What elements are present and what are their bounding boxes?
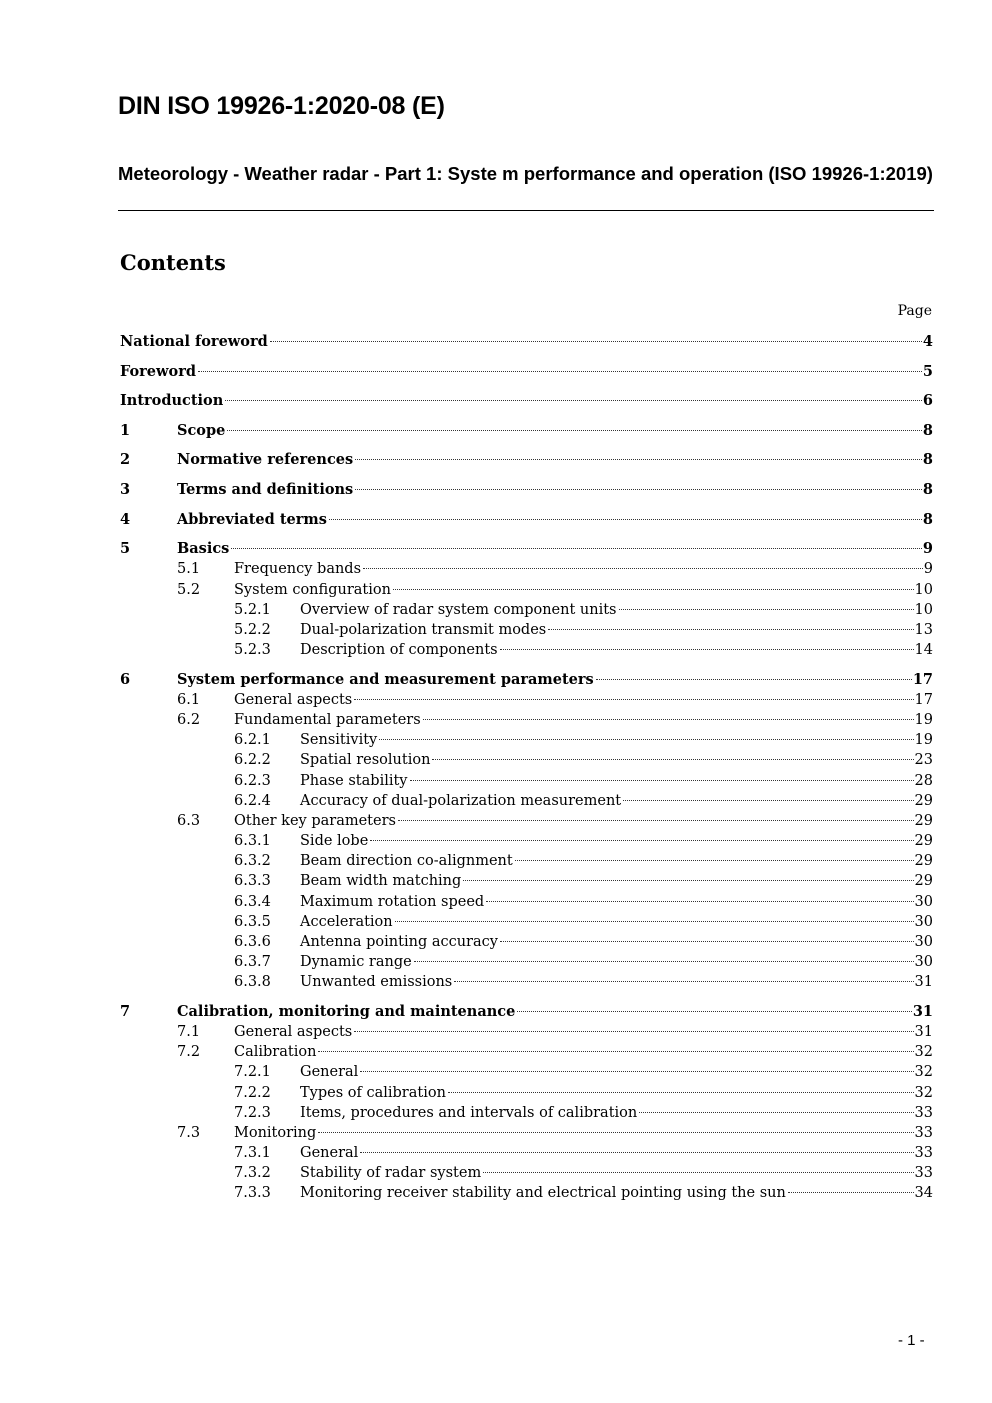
toc-entry-page: 33 — [914, 1125, 933, 1141]
toc-entry-number: 6.3.3 — [234, 873, 271, 889]
toc-entry-page: 29 — [914, 793, 933, 809]
toc-entry-title: Beam width matching — [300, 873, 462, 889]
toc-entry-page: 6 — [922, 392, 933, 409]
toc-entry-number: 6.2.4 — [234, 793, 271, 809]
toc-entry[interactable] — [120, 791, 933, 811]
toc-entry-title: Side lobe — [300, 833, 369, 849]
toc-leader-dots — [198, 371, 922, 372]
toc-leader-dots — [354, 699, 913, 700]
toc-leader-dots — [398, 820, 914, 821]
toc-entry[interactable] — [120, 362, 933, 382]
toc-entry[interactable] — [120, 771, 933, 791]
toc-entry[interactable] — [120, 831, 933, 851]
toc-leader-dots — [329, 519, 922, 520]
contents-heading: Contents — [120, 250, 226, 275]
toc-entry-title: Maximum rotation speed — [300, 894, 485, 910]
toc-entry-number: 7.2 — [177, 1044, 201, 1060]
toc-entry[interactable] — [120, 559, 933, 579]
toc-entry-page: 4 — [922, 333, 933, 350]
toc-entry-number: 1 — [120, 422, 131, 439]
toc-entry-page: 8 — [922, 511, 933, 528]
toc-leader-dots — [500, 941, 914, 942]
toc-leader-dots — [432, 759, 913, 760]
toc-entry[interactable] — [120, 391, 933, 411]
toc-entry-number: 6 — [120, 671, 131, 688]
toc-entry-page: 33 — [914, 1145, 933, 1161]
toc-entry[interactable] — [120, 1042, 933, 1062]
toc-leader-dots — [619, 609, 914, 610]
toc-entry-number: 6.3.4 — [234, 894, 271, 910]
toc-entry-title: Items, procedures and intervals of calibration — [300, 1105, 638, 1121]
toc-entry[interactable] — [120, 690, 933, 710]
toc-entry-number: 6.3.5 — [234, 914, 271, 930]
toc-entry[interactable] — [120, 600, 933, 620]
toc-entry-page: 29 — [914, 853, 933, 869]
toc-entry-number: 7.2.1 — [234, 1064, 271, 1080]
toc-entry-title: Introduction — [120, 392, 224, 409]
toc-leader-dots — [354, 1031, 913, 1032]
toc-entry-page: 8 — [922, 481, 933, 498]
toc-entry[interactable] — [120, 892, 933, 912]
toc-leader-dots — [423, 719, 914, 720]
toc-entry-title: Calibration — [234, 1044, 317, 1060]
toc-entry-title: Overview of radar system component units — [300, 602, 617, 618]
toc-entry-number: 6.2.3 — [234, 773, 271, 789]
toc-entry-page: 19 — [914, 732, 933, 748]
toc-leader-dots — [318, 1132, 913, 1133]
toc-entry-title: General aspects — [234, 692, 353, 708]
toc-entry-page: 14 — [914, 642, 933, 658]
toc-entry-number: 5.2.2 — [234, 622, 271, 638]
document-subtitle: Meteorology - Weather radar - Part 1: Syste m performance and operation (ISO 19926-1:2019) — [118, 163, 933, 184]
toc-entry-number: 6.3.8 — [234, 974, 271, 990]
toc-entry-number: 7.1 — [177, 1024, 201, 1040]
toc-leader-dots — [483, 1172, 913, 1173]
toc-entry[interactable] — [120, 1083, 933, 1103]
toc-leader-dots — [360, 1071, 913, 1072]
toc-leader-dots — [231, 548, 922, 549]
toc-leader-dots — [548, 629, 913, 630]
toc-entry[interactable] — [120, 1103, 933, 1123]
toc-entry-page: 30 — [914, 914, 933, 930]
toc-entry-number: 7.3.1 — [234, 1145, 271, 1161]
toc-entry-page: 13 — [914, 622, 933, 638]
toc-entry[interactable] — [120, 932, 933, 952]
toc-entry-title: Other key parameters — [234, 813, 396, 829]
toc-leader-dots — [486, 901, 913, 902]
toc-entry-title: Terms and definitions — [177, 481, 354, 498]
toc-entry-number: 5.1 — [177, 561, 201, 577]
toc-entry-number: 6.2.1 — [234, 732, 271, 748]
toc-entry-page: 31 — [914, 1024, 933, 1040]
toc-entry[interactable] — [120, 1143, 933, 1163]
toc-leader-dots — [639, 1112, 913, 1113]
toc-leader-dots — [788, 1192, 914, 1193]
toc-entry[interactable] — [120, 580, 933, 600]
toc-entry-number: 6.3 — [177, 813, 201, 829]
toc-entry-page: 32 — [914, 1064, 933, 1080]
toc-entry-title: Calibration, monitoring and maintenance — [177, 1003, 516, 1020]
toc-entry-page: 33 — [914, 1165, 933, 1181]
toc-entry[interactable] — [120, 851, 933, 871]
toc-entry[interactable] — [120, 750, 933, 770]
toc-leader-dots — [318, 1051, 913, 1052]
toc-leader-dots — [623, 800, 913, 801]
toc-entry-page: 8 — [922, 422, 933, 439]
toc-entry[interactable] — [120, 710, 933, 730]
toc-entry-number: 7.3 — [177, 1125, 201, 1141]
toc-entry-page: 19 — [914, 712, 933, 728]
toc-entry[interactable] — [120, 1002, 933, 1022]
toc-entry-page: 33 — [914, 1105, 933, 1121]
toc-leader-dots — [360, 1152, 913, 1153]
toc-leader-dots — [395, 921, 914, 922]
toc-entry-number: 7.2.2 — [234, 1085, 271, 1101]
toc-entry[interactable] — [120, 450, 933, 470]
toc-entry[interactable] — [120, 332, 933, 352]
toc-entry[interactable] — [120, 972, 933, 992]
toc-entry-number: 6.3.6 — [234, 934, 271, 950]
toc-entry-number: 6.1 — [177, 692, 201, 708]
toc-entry-title: Monitoring receiver stability and electrical pointing using the sun — [300, 1185, 786, 1201]
toc-entry[interactable] — [120, 620, 933, 640]
toc-entry-title: Stability of radar system — [300, 1165, 482, 1181]
toc-entry[interactable] — [120, 421, 933, 441]
toc-entry[interactable] — [120, 1022, 933, 1042]
toc-entry[interactable] — [120, 1163, 933, 1183]
toc-entry[interactable] — [120, 811, 933, 831]
toc-entry-page: 9 — [922, 540, 933, 557]
toc-entry-page: 29 — [914, 813, 933, 829]
toc-leader-dots — [448, 1092, 914, 1093]
toc-entry-number: 6.2.2 — [234, 752, 271, 768]
toc-entry-page: 31 — [912, 1003, 933, 1020]
toc-entry[interactable] — [120, 510, 933, 530]
toc-leader-dots — [363, 568, 923, 569]
toc-entry-title: System configuration — [234, 582, 391, 598]
toc-leader-dots — [596, 679, 912, 680]
toc-entry-page: 8 — [922, 451, 933, 468]
toc-entry-title: Foreword — [120, 363, 196, 380]
toc-entry-number: 3 — [120, 481, 131, 498]
toc-entry-title: Phase stability — [300, 773, 408, 789]
toc-entry-title: Frequency bands — [234, 561, 362, 577]
toc-entry-title: Scope — [177, 422, 226, 439]
toc-entry-page: 30 — [914, 934, 933, 950]
toc-entry-title: Abbreviated terms — [177, 511, 327, 528]
toc-entry[interactable] — [120, 871, 933, 891]
toc-entry-page: 28 — [914, 773, 933, 789]
toc-entry-title: Fundamental parameters — [234, 712, 421, 728]
toc-leader-dots — [515, 860, 914, 861]
toc-leader-dots — [370, 840, 913, 841]
toc-entry-number: 7.2.3 — [234, 1105, 271, 1121]
toc-entry-page: 32 — [914, 1044, 933, 1060]
toc-entry[interactable] — [120, 640, 933, 660]
toc-entry-number: 6.3.7 — [234, 954, 271, 970]
toc-leader-dots — [270, 341, 922, 342]
toc-entry-page: 30 — [914, 894, 933, 910]
page-column-label: Page — [897, 303, 932, 319]
toc-leader-dots — [355, 459, 922, 460]
toc-entry-title: Monitoring — [234, 1125, 317, 1141]
toc-entry-title: Types of calibration — [300, 1085, 446, 1101]
toc-entry-number: 2 — [120, 451, 131, 468]
toc-entry-title: Description of components — [300, 642, 498, 658]
document-title: DIN ISO 19926-1:2020-08 (E) — [118, 92, 445, 120]
toc-entry[interactable] — [120, 952, 933, 972]
toc-entry-number: 7 — [120, 1003, 131, 1020]
toc-entry-title: National foreword — [120, 333, 268, 350]
toc-entry-title: Sensitivity — [300, 732, 378, 748]
toc-entry-number: 7.3.2 — [234, 1165, 271, 1181]
toc-leader-dots — [454, 981, 913, 982]
title-rule — [118, 210, 934, 211]
toc-leader-dots — [500, 649, 914, 650]
toc-entry[interactable] — [120, 730, 933, 750]
toc-entry-title: General — [300, 1064, 359, 1080]
toc-entry-page: 31 — [914, 974, 933, 990]
toc-entry-page: 34 — [914, 1185, 933, 1201]
toc-entry-page: 17 — [912, 671, 933, 688]
toc-entry-number: 7.3.3 — [234, 1185, 271, 1201]
toc-entry-page: 23 — [914, 752, 933, 768]
toc-entry-page: 17 — [914, 692, 933, 708]
toc-entry-number: 6.2 — [177, 712, 201, 728]
toc-entry-title: Spatial resolution — [300, 752, 431, 768]
toc-entry-number: 5.2.1 — [234, 602, 271, 618]
toc-leader-dots — [517, 1011, 911, 1012]
toc-entry-number: 5.2 — [177, 582, 201, 598]
toc-entry-page: 30 — [914, 954, 933, 970]
toc-entry-title: General — [300, 1145, 359, 1161]
toc-entry-page: 29 — [914, 873, 933, 889]
toc-entry-page: 29 — [914, 833, 933, 849]
page-number: - 1 - — [898, 1332, 925, 1349]
toc-entry-number: 6.3.2 — [234, 853, 271, 869]
toc-leader-dots — [227, 430, 922, 431]
toc-entry[interactable] — [120, 1183, 933, 1203]
toc-entry-page: 10 — [914, 582, 933, 598]
toc-entry-number: 6.3.1 — [234, 833, 271, 849]
toc-entry[interactable] — [120, 1123, 933, 1143]
toc-entry-title: Dynamic range — [300, 954, 412, 970]
toc-entry-title: Antenna pointing accuracy — [300, 934, 498, 950]
toc-entry-title: Normative references — [177, 451, 354, 468]
toc-leader-dots — [414, 961, 914, 962]
toc-entry[interactable] — [120, 480, 933, 500]
toc-entry-number: 5 — [120, 540, 131, 557]
toc-entry-page: 32 — [914, 1085, 933, 1101]
toc-entry-number: 4 — [120, 511, 131, 528]
toc-leader-dots — [410, 780, 914, 781]
toc-entry-title: Accuracy of dual-polarization measurement — [300, 793, 622, 809]
toc-entry[interactable] — [120, 539, 933, 559]
toc-entry-title: Acceleration — [300, 914, 393, 930]
toc-entry[interactable] — [120, 912, 933, 932]
toc-leader-dots — [379, 739, 913, 740]
toc-entry[interactable] — [120, 670, 933, 690]
toc-entry-title: Dual-polarization transmit modes — [300, 622, 547, 638]
toc-leader-dots — [355, 489, 922, 490]
toc-entry-number: 5.2.3 — [234, 642, 271, 658]
toc-entry-page: 10 — [914, 602, 933, 618]
toc-entry-page: 5 — [922, 363, 933, 380]
toc-leader-dots — [225, 400, 922, 401]
toc-entry-page: 9 — [923, 561, 933, 577]
toc-entry-title: General aspects — [234, 1024, 353, 1040]
toc-leader-dots — [463, 880, 913, 881]
toc-entry-title: Unwanted emissions — [300, 974, 453, 990]
toc-leader-dots — [393, 589, 914, 590]
toc-entry-title: Basics — [177, 540, 230, 557]
toc-entry[interactable] — [120, 1062, 933, 1082]
toc-entry-title: System performance and measurement parameters — [177, 671, 594, 688]
toc-entry-title: Beam direction co-alignment — [300, 853, 513, 869]
